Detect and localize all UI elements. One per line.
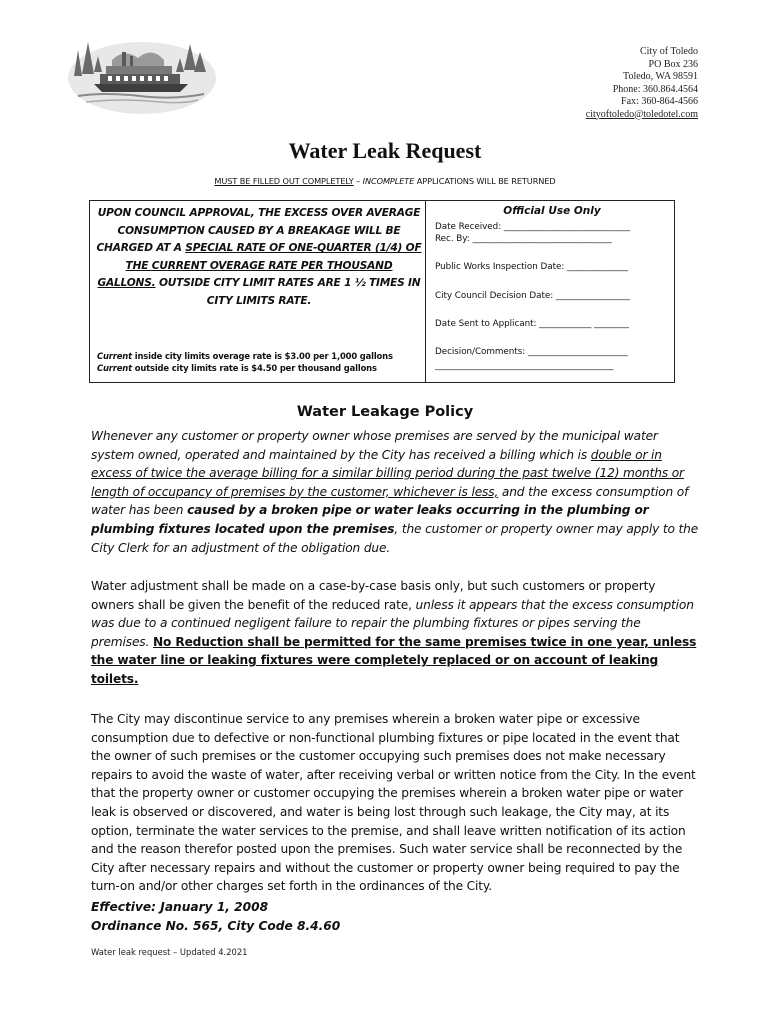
notice-part-b: SPECIAL RATE OF ONE-QUARTER (1/4) OF THE CURRENT OVERAGE RATE PER THOUSAND GALLONS.	[97, 242, 422, 290]
official-use-header: Official Use Only	[503, 205, 601, 217]
date-received-field[interactable]: Date Received: _____________________________	[435, 222, 630, 232]
email-link[interactable]: cityoftoledo@toledotel.com	[585, 108, 698, 120]
policy-paragraph-1	[91, 427, 701, 557]
decision-comments-field[interactable]: Decision/Comments: _______________________	[435, 347, 628, 357]
p1-e: , the customer or property owner may apply to the City Clerk for an adjustment of the obligation due.	[91, 521, 699, 555]
p2-a: Water adjustment shall be made on a case-by-case basis only, but such customers or property owners shall be given the benefit of the reduced rate,	[91, 579, 656, 612]
p1-c: and the excess consumption of water has been	[91, 484, 689, 518]
ordinance-number: Ordinance No. 565, City Code 8.4.60	[91, 918, 341, 933]
request-box	[89, 200, 675, 383]
subtitle-part3: INCOMPLETE	[362, 176, 415, 186]
notice-part-a: UPON COUNCIL APPROVAL, THE EXCESS OVER AVERAGE CONSUMPTION CAUSED BY A BREAKAGE WILL BE CHARGED AT A	[96, 207, 421, 255]
effective-date: Effective: January 1, 2008	[91, 900, 269, 914]
p1-a: Whenever any customer or property owner whose premises are served by the municipal water system owned, operated and maintained by the City has received a billing which is	[91, 429, 658, 462]
effective-block	[91, 898, 340, 935]
outside-rate-prefix: Current	[97, 363, 132, 373]
city-logo-image	[64, 30, 216, 118]
policy-paragraph-3: The City may discontinue service to any premises wherein a broken water pipe or excessive consumption due to defective or non-functional plumbing fixtures or pipe located in the event that the owner of such premises or the customer occupying such premises does not make necessary repairs to avoid the waste of water, after receiving verbal or written notice from the City. In the event that the property owner or customer occupying the premises wherein a broken water pipe or water leak is observed or discovered, and water is being lost through such leakage, the City may, at its option, terminate the water services to the premise, and shall leave written notification of its action and the reason therefor posted upon the premises. Such water service shall be reconnected by the City after necessary repairs and without the customer or property owner being required to pay the turn-on and/or other charges set forth in the ordinances of the City.	[91, 712, 696, 894]
subtitle-part4: APPLICATIONS WILL BE RETURNED	[414, 176, 556, 186]
box-divider	[425, 201, 426, 382]
p1-b: double or in excess of twice the average billing for a similar billing period during the past twelve (12) months or length of occupancy of premises by the customer, whichever is less,	[91, 447, 684, 499]
inside-rate-text: inside city limits overage rate is $3.00 per 1,000 gallons	[131, 351, 393, 361]
p2-b: unless it appears that the excess consumption was due to a continued negligent failure to repair the plumbing fixtures or pipes serving the premises.	[91, 597, 694, 649]
outside-rate	[97, 362, 393, 374]
page-footer: Water leak request – Updated 4.2021	[91, 947, 248, 957]
subtitle	[0, 176, 770, 186]
public-works-date-field[interactable]: Public Works Inspection Date: ______________	[435, 262, 628, 272]
rec-by-field[interactable]: Rec. By: ________________________________	[435, 234, 612, 244]
city-location: Toledo, WA 98591	[623, 71, 698, 82]
subtitle-part1: MUST BE FILLED OUT COMPLETELY	[214, 176, 354, 186]
inside-rate	[97, 350, 393, 362]
fax-number: Fax: 360-864-4566	[621, 96, 698, 107]
current-rates	[97, 350, 393, 374]
inside-rate-prefix: Current	[97, 351, 132, 361]
policy-title: Water Leakage Policy	[296, 404, 474, 420]
address-block	[586, 46, 698, 121]
page-title: Water Leak Request	[288, 138, 482, 163]
subtitle-part2: –	[353, 176, 363, 186]
decision-comments-line[interactable]: _________________________________________	[435, 361, 614, 371]
outside-rate-text: outside city limits rate is $4.50 per thousand gallons	[131, 363, 377, 373]
council-decision-date-field[interactable]: City Council Decision Date: _________________	[435, 291, 630, 301]
po-box: PO Box 236	[648, 58, 698, 70]
p1-d: caused by a broken pipe or water leaks occurring in the plumbing or plumbing fixtures located upon the premises	[91, 503, 649, 536]
council-approval-notice	[96, 205, 422, 311]
policy-paragraph-2	[91, 577, 701, 689]
notice-part-c: OUTSIDE CITY LIMIT RATES ARE 1 ½ TIMES IN CITY LIMITS RATE.	[155, 277, 421, 307]
phone-number: Phone: 360.864.4564	[612, 83, 698, 95]
city-name: City of Toledo	[639, 46, 698, 57]
date-sent-field[interactable]: Date Sent to Applicant: ____________ ________	[435, 319, 629, 329]
p2-d: No Reduction shall be permitted for the same premises twice in one year, unless the water line or leaking fixtures were completely replaced or on account of leaking toilets.	[91, 634, 697, 686]
